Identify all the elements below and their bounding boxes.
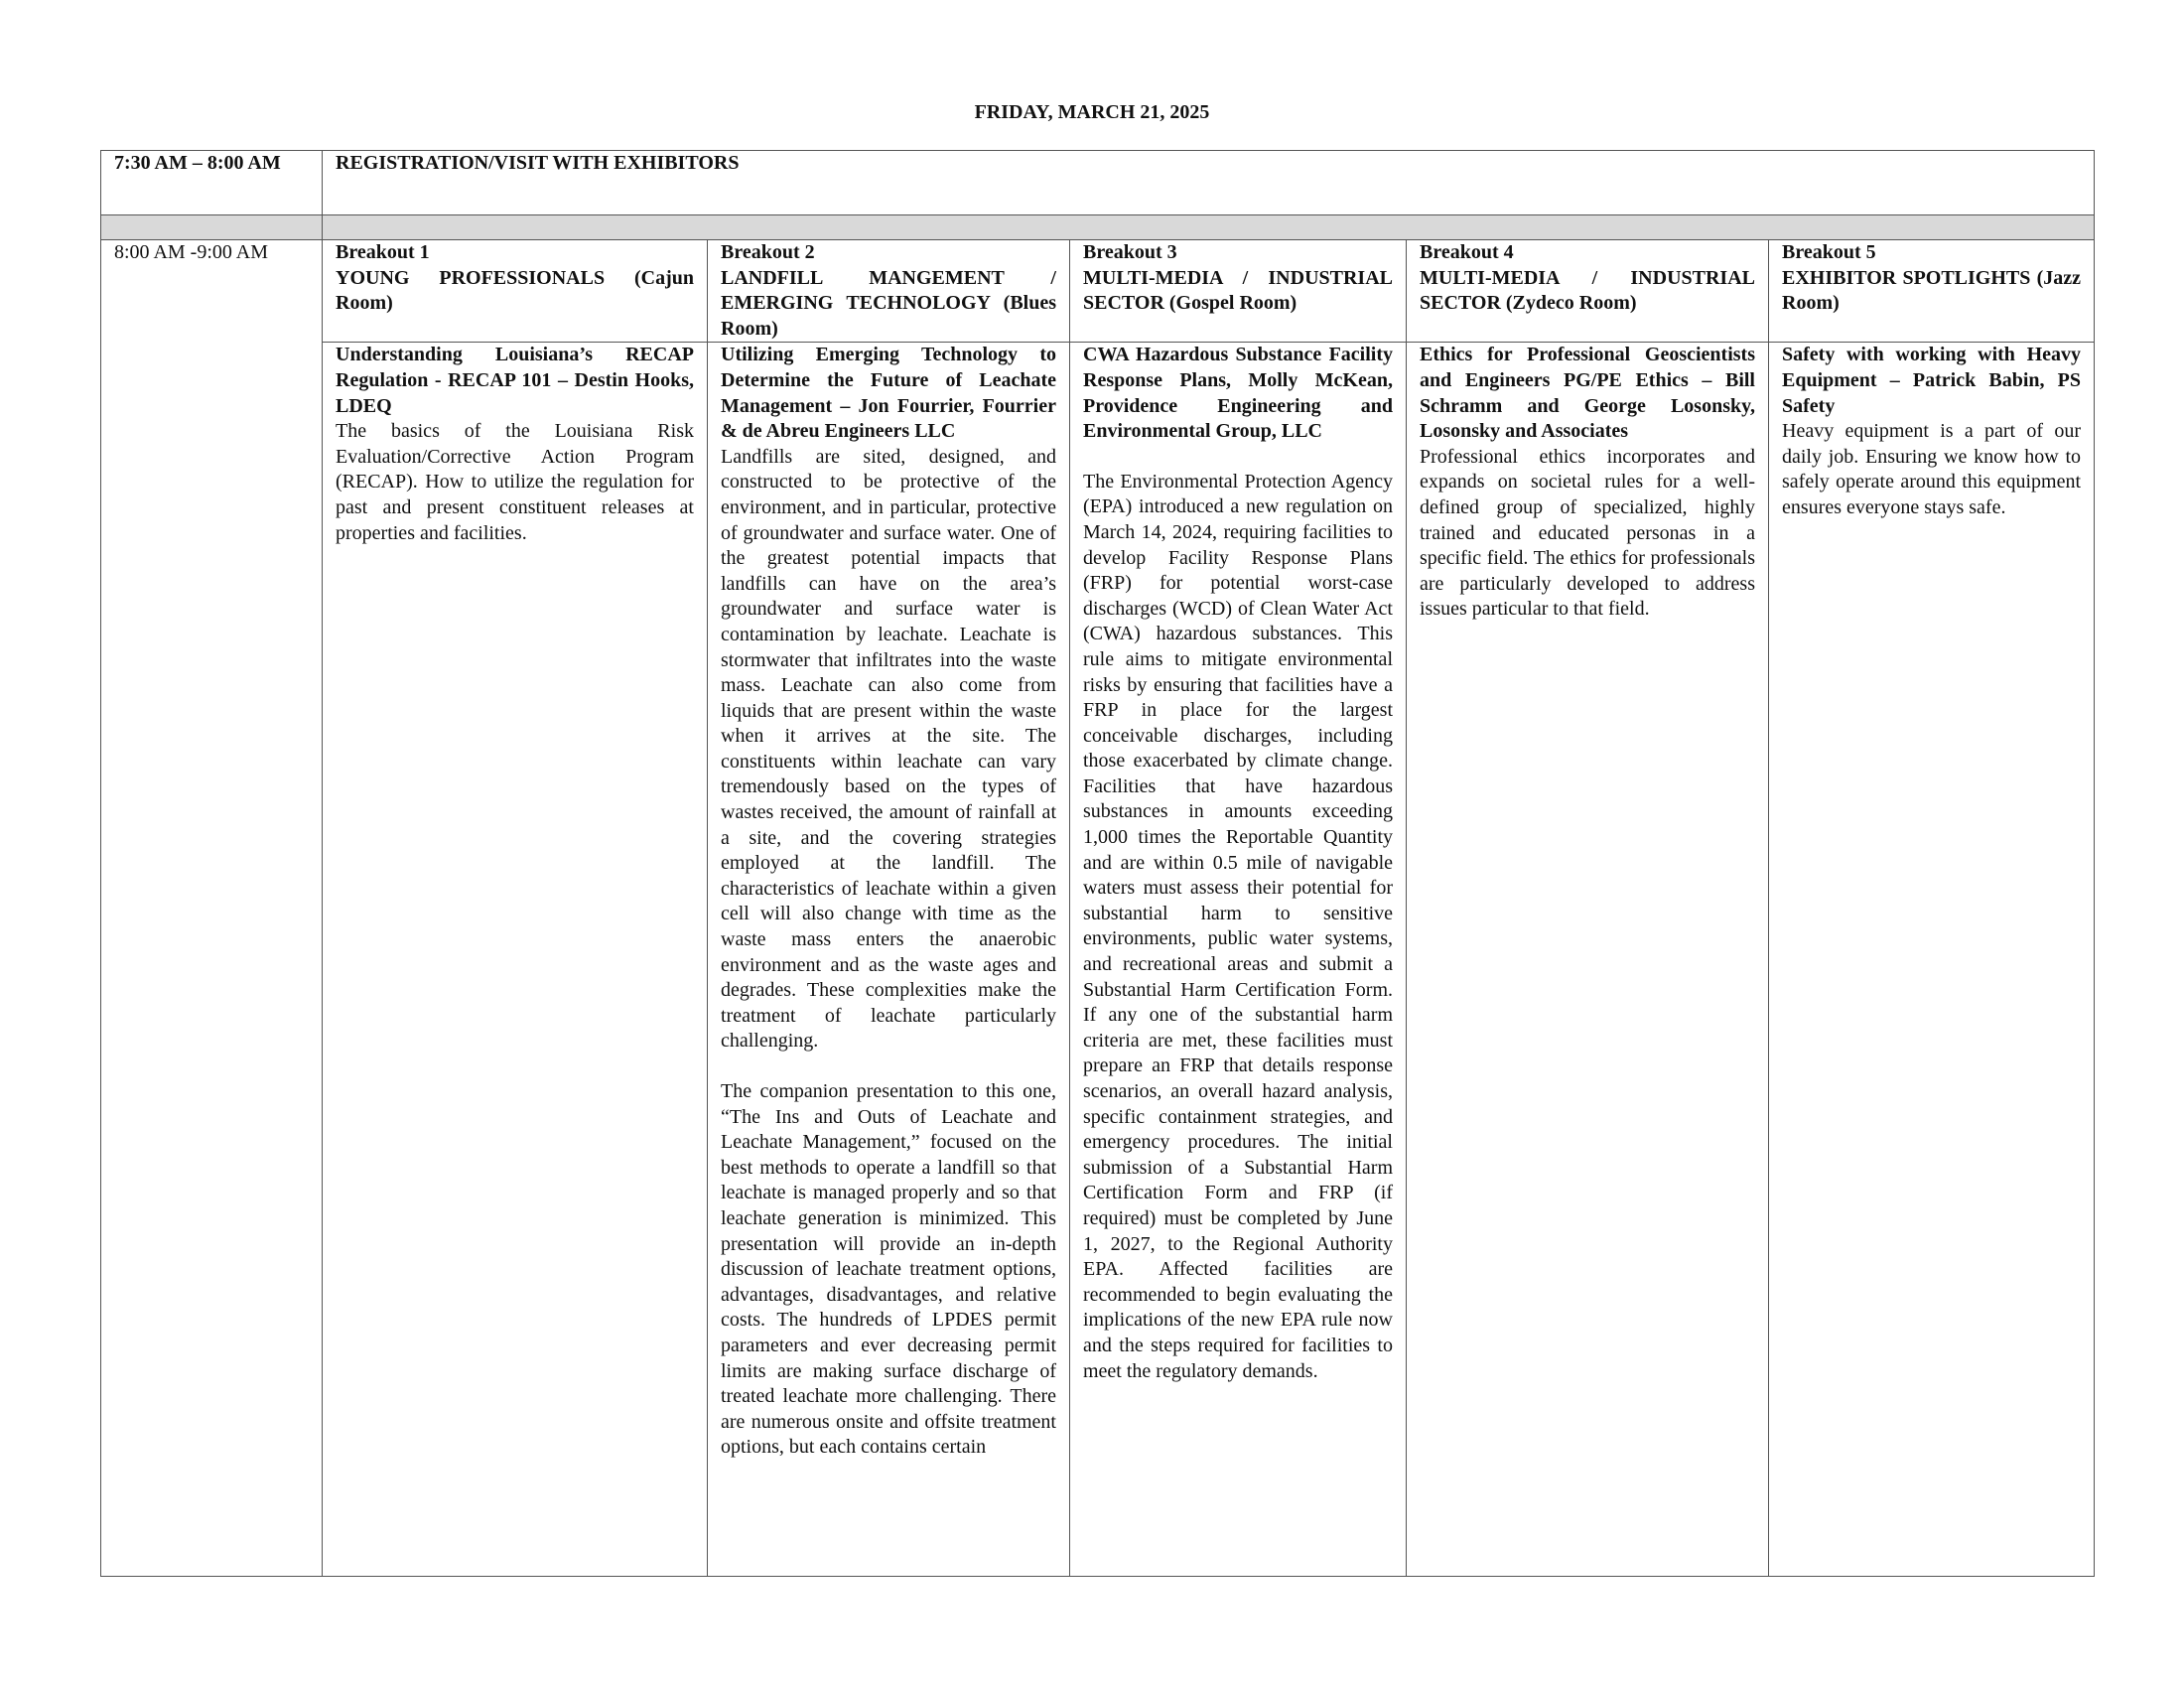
breakout-1-header	[323, 240, 708, 343]
breakout-2-body	[708, 343, 1070, 1577]
breakout-5-number: Breakout 5	[1782, 241, 1876, 263]
breakout-3-number: Breakout 3	[1083, 241, 1177, 263]
breakout-4-description: Professional ethics incorporates and expands on societal rules for a well-defined group of specialized, highly trained and educated personas in a specific field. The ethics for professionals are particularly developed to address issues particular to that field.	[1420, 445, 1755, 621]
breakout-5-title: EXHIBITOR SPOTLIGHTS (Jazz Room)	[1782, 266, 2082, 315]
breakout-4-header	[1407, 240, 1769, 343]
separator-row	[101, 215, 2095, 240]
breakout-5-body	[1769, 343, 2095, 1577]
breakout-2-number: Breakout 2	[721, 241, 815, 263]
breakout-1-description: The basics of the Louisiana Risk Evaluation/Corrective Action Program (RECAP). How to utilize the regulation for past and present constituent releases at properties and facilities.	[336, 420, 694, 544]
session-time: 8:00 AM -9:00 AM	[101, 240, 323, 1577]
breakout-1-talk: Understanding Louisiana’s RECAP Regulation - RECAP 101 – Destin Hooks, LDEQ	[336, 344, 694, 417]
breakout-2-description: Landfills are sited, designed, and constructed to be protective of the environment, and in particular, protective of groundwater and surface water. One of the greatest potential impacts that landfills can have on the area’s groundwater and surface water is contamination by leachate. Leachate is stormwater that infiltrates into the waste mass. Leachate can also come from liquids that are present within the waste when it arrives at the site. The constituents within leachate can vary tremendously based on the types of wastes received, the amount of rainfall at a site, and the covering strategies employed at the landfill. The characteristics of leachate within a given cell will also change with time as the waste mass enters the anaerobic environment and as the waste ages and degrades. These complexities make the treatment of leachate particularly challenging.	[721, 445, 1056, 1053]
breakout-5-talk: Safety with working with Heavy Equipment – Patrick Babin, PS Safety	[1782, 344, 2082, 417]
breakout-3-talk: CWA Hazardous Substance Facility Response Plans, Molly McKean, Providence Engineering and Environmental Group, LLC	[1083, 344, 1393, 443]
breakout-2-title: LANDFILL MANGEMENT / EMERGING TECHNOLOGY (Blues Room)	[721, 266, 1056, 340]
breakout-body-row	[101, 343, 2095, 1577]
breakout-2-description-continued: The companion presentation to this one, “The Ins and Outs of Leachate and Leachate Management,” focused on the best methods to operate a landfill so that leachate is managed properly and so that leachate generation is minimized. This presentation will provide an in-depth discussion of leachate treatment options, advantages, disadvantages, and relative costs. The hundreds of LPDES permit parameters and ever decreasing permit limits are making surface discharge of treated leachate more challenging. There are numerous onsite and offsite treatment options, but each contains certain	[721, 1080, 1056, 1459]
breakout-header-row	[101, 240, 2095, 343]
breakout-2-talk: Utilizing Emerging Technology to Determine the Future of Leachate Management – Jon Fourrier, Fourrier & de Abreu Engineers LLC	[721, 344, 1056, 443]
registration-label: REGISTRATION/VISIT WITH EXHIBITORS	[323, 151, 2095, 215]
breakout-5-header	[1769, 240, 2095, 343]
registration-row	[101, 151, 2095, 215]
separator-cell-time	[101, 215, 323, 240]
breakout-4-number: Breakout 4	[1420, 241, 1514, 263]
breakout-1-number: Breakout 1	[336, 241, 430, 263]
schedule-table	[100, 150, 2095, 1577]
breakout-3-header	[1070, 240, 1407, 343]
breakout-1-title: YOUNG PROFESSIONALS (Cajun Room)	[336, 266, 694, 315]
breakout-4-talk: Ethics for Professional Geoscientists and Engineers PG/PE Ethics – Bill Schramm and George Losonsky, Losonsky and Associates	[1420, 344, 1755, 443]
breakout-5-description: Heavy equipment is a part of our daily job. Ensuring we know how to safely operate around this equipment ensures everyone stays safe.	[1782, 420, 2082, 518]
breakout-3-description: The Environmental Protection Agency (EPA) introduced a new regulation on March 14, 2024, requiring facilities to develop Facility Response Plans (FRP) for potential worst-case discharges (WCD) of Clean Water Act (CWA) hazardous substances. This rule aims to mitigate environmental risks by ensuring that facilities have a FRP in place for the largest conceivable discharges, including those exacerbated by climate change. Facilities that have hazardous substances in amounts exceeding 1,000 times the Reportable Quantity and are within 0.5 mile of navigable waters must assess their potential for substantial harm to sensitive environments, public water systems, and recreational areas and submit a Substantial Harm Certification Form. If any one of the substantial harm criteria are met, these facilities must prepare an FRP that details response scenarios, an overall hazard analysis, specific containment strategies, and emergency procedures. The initial submission of a Substantial Harm Certification Form and FRP (if required) must be completed by June 1, 2027, to the Regional Authority EPA. Affected facilities are recommended to begin evaluating the implications of the new EPA rule now and the steps required for facilities to meet the regulatory demands.	[1083, 470, 1393, 1382]
breakout-3-title: MULTI-MEDIA / INDUSTRIAL SECTOR (Gospel Room)	[1083, 266, 1393, 315]
separator-cell-content	[323, 215, 2095, 240]
breakout-3-body	[1070, 343, 1407, 1577]
page-title: FRIDAY, MARCH 21, 2025	[974, 101, 1210, 123]
breakout-4-title: MULTI-MEDIA / INDUSTRIAL SECTOR (Zydeco Room)	[1420, 266, 1755, 315]
breakout-4-body	[1407, 343, 1769, 1577]
registration-time: 7:30 AM – 8:00 AM	[101, 151, 323, 215]
breakout-2-header	[708, 240, 1070, 343]
breakout-1-body	[323, 343, 708, 1577]
